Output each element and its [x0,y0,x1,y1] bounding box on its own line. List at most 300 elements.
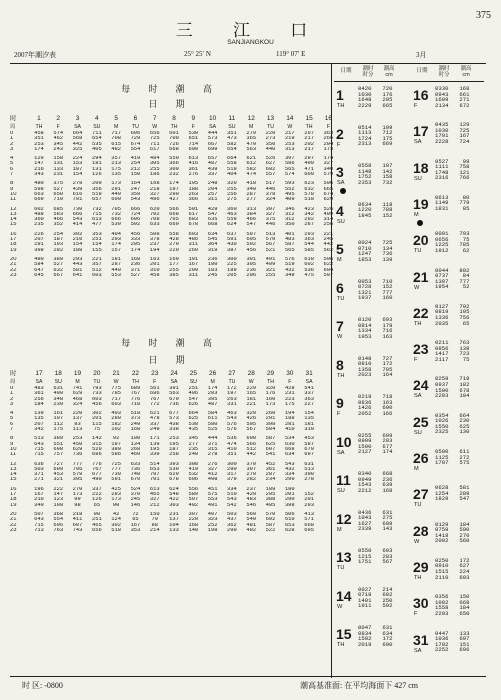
tide-height-cell: 409 [284,197,295,203]
tide-height-cell: 456 [130,231,141,237]
tide-height-cell: 126 [91,497,102,503]
tide-height-cell: 181 [111,256,121,262]
tide-height-cell: 175 [111,166,121,172]
tide-height-cell: 554 [130,146,141,152]
hour-label: 5 [10,161,14,167]
tide-height-cell: 168 [149,181,160,187]
tide-height-cell: 263 [227,396,237,402]
tide-height-cell: 602 [265,166,276,172]
tide-height: 224 [459,568,470,576]
tide-height-cell: 613 [149,486,160,492]
tide-height-cell: 589 [188,492,199,498]
day-header: 26 [209,370,217,377]
tide-height: 567 [382,558,393,566]
extreme-entries [435,195,469,212]
tide-height-cell: 571 [304,517,314,523]
tide-height-cell: 465 [91,522,102,528]
tide-height-cell: 220 [265,131,276,136]
tide-height-cell: 234 [265,477,276,483]
tide-time: 1307 [435,277,449,285]
tide-height-cell: 422 [169,497,179,503]
tide-height-cell: 176 [265,391,276,397]
tide-time: 1550 [435,422,449,430]
tide-height-cell: 502 [246,242,257,248]
tide-height: 104 [459,392,470,400]
extreme-entries [358,279,392,301]
day-number: 12 [336,510,352,527]
hour-label: 6 [10,421,14,427]
tide-height-cell: 576 [227,427,237,433]
tide-height-cell: 406 [188,391,199,397]
tide-height-cell: 487 [207,401,218,407]
tide-height-cell: 526 [323,206,334,212]
tide-height-cell: 490 [304,161,314,167]
tide-height-cell: 670 [130,477,141,483]
tide-height-cell: 471 [304,166,314,172]
tide-height-cell: 597 [246,231,257,237]
tide-height-cell: 172 [227,386,237,391]
tide-height-cell: 196 [34,486,44,492]
tide-height-cell: 666 [72,211,83,217]
hour-label: 13 [10,211,17,217]
tide-height-cell: 628 [284,527,295,533]
tide-height-cell: 113 [72,427,83,433]
extreme-row [435,460,469,466]
tide-height-cell: 320 [227,181,237,187]
tide-height-cell: 664 [188,411,199,417]
tide-time: 0500 [435,448,449,455]
tide-height-cell: 609 [53,466,64,472]
extreme-entries [358,433,392,455]
tide-height: 172 [459,556,470,564]
station-title: 三 江 口 [175,21,326,40]
tide-height-cell: 198 [53,502,64,508]
hour-row [10,477,319,482]
tide-time: 1215 [358,552,372,560]
tide-height-cell: 180 [284,486,295,492]
tide-height-cell: 222 [53,486,64,492]
tide-time: 0447 [435,629,449,637]
tide-height-cell: 547 [246,222,257,228]
weekday: W [337,334,343,340]
tide-height-cell: 542 [227,502,237,508]
extreme-entries [358,625,392,647]
weekday: TU [337,565,345,571]
tide-height-cell: 715 [34,452,44,458]
tide-height-cell: 429 [207,206,218,212]
tide-time: 0909 [358,437,372,445]
tide-height-cell: 656 [91,527,102,533]
tide-height-cell: 579 [323,172,334,178]
tide-time: 1417 [435,350,449,358]
tide-height: 109 [382,123,393,131]
day-number: 17 [413,123,429,140]
tide-height-cell: 126 [91,172,102,178]
tide-height-cell: 232 [169,172,179,178]
day-header: 24 [170,370,178,377]
tide-height-cell: 466 [53,217,64,223]
tide-time: 0656 [435,235,449,243]
hour-row [10,503,319,508]
tide-height-cell: 602 [34,206,44,212]
tide-height-cell: 634 [207,231,218,237]
tide-height-cell: 636 [34,461,44,467]
tide-height-cell: 112 [53,421,64,427]
tide-height-cell: 173 [323,146,334,152]
tide-height-cell: 297 [304,156,314,162]
tide-height-cell: 173 [111,181,121,187]
tide-height-cell: 627 [265,161,276,167]
tide-height: 163 [382,398,393,406]
tide-height-cell: 360 [227,206,237,212]
extreme-entries [435,413,469,435]
tide-time: 1254 [435,489,449,497]
tide-height-cell: 498 [207,477,218,483]
tide-time: 1558 [435,604,449,612]
tide-height-cell: 270 [169,242,179,248]
tide-height-cell: 525 [207,427,218,433]
tide-height-cell: 378 [265,191,276,197]
tide-height-cell: 312 [284,211,295,217]
tide-height-cell: 307 [188,511,199,517]
tide-height-cell: 458 [34,131,44,136]
tide-height-cell: 706 [72,466,83,472]
tide-height-cell: 321 [265,267,276,273]
day-header: 23 [151,370,159,377]
tide-height-cell: 157 [111,247,121,253]
tide-height-cell: 565 [284,166,295,172]
tide-height-cell: 501 [188,206,199,212]
extreme-row [358,603,392,609]
tide-height-cell: 384 [246,211,257,217]
tide-height-cell: 582 [227,141,237,147]
tide-height-cell: 695 [304,527,314,533]
tide-height-cell: 741 [72,386,83,391]
tide-height-cell: 98 [93,511,101,517]
tide-height: 669 [382,140,393,148]
hour-label: 1 [10,136,14,142]
tide-height-cell: 100 [130,436,141,442]
tide-height-cell: 267 [304,131,314,136]
weekday: F [414,357,418,364]
tide-height-cell: 573 [207,136,218,142]
tide-height-cell: 583 [53,211,64,217]
day-number: 11 [336,472,351,488]
tide-height-cell: 75 [93,427,101,433]
tide-height-cell: 643 [34,441,44,447]
tide-height-cell: 107 [72,166,83,172]
tide-height-cell: 220 [188,517,199,523]
tide-height-cell: 618 [304,256,314,262]
tide-height-cell: 413 [304,511,314,517]
tide-height-cell: 42 [112,511,120,517]
tide-time: 0420 [358,85,372,92]
tide-height-cell: 181 [304,421,314,427]
day-header: 2 [56,115,61,122]
tide-height-cell: 505 [246,421,257,427]
tide-time: 0024 [358,239,372,246]
tide-height: 723 [459,350,470,358]
tide-height-cell: 696 [53,522,64,528]
tide-height: 99 [462,157,470,165]
tide-height-cell: 566 [169,206,179,212]
tide-height-cell: 331 [227,401,237,407]
tide-height-cell: 253 [34,141,44,147]
tide-time: 1707 [435,459,449,467]
day-number: 18 [413,159,429,176]
tide-height: 167 [459,132,470,140]
tide-height: 724 [459,138,470,146]
tide-height-cell: 504 [265,427,276,433]
tide-height-cell: 389 [53,256,64,262]
tide-height-cell: 602 [265,517,276,523]
extreme-entries [358,125,392,147]
tide-height-cell: 586 [111,452,121,458]
tide-time: 0044 [435,266,449,274]
weekday-header: F [191,124,195,130]
tide-height: 718 [382,393,393,400]
tide-height-cell: 570 [265,237,276,243]
header-line [14,50,488,60]
tide-height-cell: 442 [72,141,83,147]
hour-label: 23 [10,272,17,278]
tide-height-cell: 327 [265,211,276,217]
tide-height-cell: 545 [207,237,218,243]
tide-height-cell: 727 [53,461,64,467]
weekday-header: SA [170,379,178,385]
tide-height: 182 [459,380,470,388]
weekday-header: SA [305,379,313,385]
tide-height-cell: 154 [72,172,83,178]
tide-height-cell: 363 [304,396,314,402]
weekday: W [337,603,343,610]
tide-height-cell: 444 [207,436,218,442]
tide-height-cell: 519 [284,262,295,268]
tide-height-cell: 450 [72,441,83,447]
tide-height-cell: 375 [53,181,64,187]
weekday: M [414,466,419,472]
tide-height-cell: 90 [112,502,120,508]
tide-height-cell: 517 [265,181,276,187]
tide-height: 766 [459,174,470,182]
tide-height-cell: 701 [72,197,83,203]
tide-time: 1426 [358,404,372,412]
hour-label: 10 [10,446,17,452]
tide-height-cell: 547 [207,211,218,217]
tide-height-cell: 427 [169,197,179,203]
week-label: 周 [10,124,16,130]
tide-height: 625 [459,422,470,430]
tide-height-cell: 409 [265,262,276,268]
tide-height: 634 [382,629,393,637]
weekday-header: M [113,124,119,130]
tide-height-cell: 397 [284,156,295,162]
tide-height-cell: 785 [111,391,121,397]
tide-height-cell: 678 [188,222,199,228]
tide-height: 289 [459,489,470,497]
hour-label: 4 [10,156,14,162]
tide-height-cell: 446 [265,222,276,228]
day-number: 15 [336,626,352,642]
tide-height-cell: 173 [111,497,121,503]
tide-height-cell: 147 [34,161,44,167]
tide-height: 732 [382,178,393,186]
tide-time: 0558 [358,162,372,169]
bottom-rule [10,676,486,677]
tide-height-cell: 536 [227,436,237,442]
tide-height-cell: 686 [149,391,160,397]
day-number: 20 [413,232,429,249]
tide-height-cell: 362 [227,522,237,528]
day-number: 30 [413,595,429,612]
datum-note: 潮高基准面: 在平均海面下 427 cm [300,681,418,690]
hour-label: 19 [10,247,17,253]
weekday-header: M [210,379,215,385]
tide-height: 788 [382,206,393,214]
tide-height: 590 [459,526,470,534]
tide-height-cell: 513 [304,466,314,472]
weekday-header: F [288,379,292,385]
tide-height-cell: 598 [34,186,44,192]
tide-height-cell: 184 [34,401,44,407]
tide-height-cell: 323 [207,517,218,523]
tide-height-cell: 513 [34,436,44,442]
tide-height: 184 [459,520,470,528]
tide-height: 129 [459,121,470,129]
tide-height-cell: 137 [72,416,83,422]
tide-height-cell: 357 [91,262,102,268]
tide-height: 710 [382,277,393,285]
tide-time: 1148 [358,167,372,175]
weekday: TH [414,574,422,581]
tide-height-cell: 705 [169,217,179,223]
tide-height-cell: 702 [149,211,160,217]
tide-height-cell: 524 [130,486,141,492]
tide-height-cell: 420 [246,492,257,498]
tide-height-cell: 677 [91,472,102,478]
tide-height-cell: 294 [91,156,102,162]
tide-height-cell: 518 [304,197,314,203]
tide-height-cell: 701 [149,477,160,483]
tide-height-cell: 351 [34,136,44,142]
tide-height-cell: 453 [53,472,64,478]
tide-time: 2117 [435,355,449,363]
tide-height-cell: 546 [246,502,257,508]
tide-height-cell: 319 [207,247,218,253]
tide-height-cell: 263 [188,191,199,197]
tide-height-cell: 255 [169,267,179,273]
tide-height-cell: 302 [72,231,83,237]
tide-height-cell: 257 [207,191,218,197]
hour-label: 9 [10,186,14,192]
tide-height-cell: 345 [188,436,199,442]
tide-height-cell: 623 [304,181,314,187]
day-header: 18 [54,370,62,377]
weekday-header: F [153,379,157,385]
tide-height-cell: 483 [284,237,295,243]
tide-height-cell: 565 [284,247,295,253]
tide-height-cell: 707 [149,472,160,478]
day-number: 23 [413,341,429,358]
tide-height-cell: 356 [91,186,102,192]
tide-height-cell: 465 [149,492,160,498]
tide-height-cell: 632 [304,186,314,192]
extreme-row [358,488,392,494]
day-number: 25 [413,413,429,430]
tide-height: 168 [459,85,470,92]
tide-height-cell: 291 [265,416,276,422]
tide-height-cell: 237 [246,486,257,492]
tide-height-cell: 217 [304,146,314,152]
tide-time: 0949 [358,475,372,483]
weekday-header: TH [267,379,274,385]
weekday: TH [414,320,422,327]
tide-height-cell: 197 [169,186,179,192]
hour-row [10,197,338,202]
tide-height-cell: 629 [72,446,83,452]
extreme-entries [358,202,392,219]
tide-height-cell: 607 [265,446,276,452]
tide-height-cell: 287 [265,472,276,478]
tide-height-cell: 115 [91,421,102,427]
tide-height-cell: 443 [72,262,83,268]
tide-height: 75 [462,235,470,243]
tide-height-cell: 212 [149,502,160,508]
tide-time: 0759 [435,526,449,534]
tide-height-cell: 385 [169,272,179,278]
hour-label: 7 [10,172,14,178]
tide-height-cell: 92 [112,436,120,442]
hour-label: 8 [10,436,14,442]
time-zone: 时 区: -0800 [22,681,63,690]
tide-height-cell: 587 [265,522,276,528]
day-header: 17 [35,370,43,377]
tide-height-cell: 630 [284,441,295,447]
tide-height-cell: 582 [246,166,257,172]
right-header-date-2: 日期 [416,68,428,74]
tide-height: 725 [459,126,470,134]
tide-height-cell: 283 [111,492,121,498]
tide-height-cell: 158 [53,156,64,162]
tide-height-cell: 245 [130,497,141,503]
tide-height-cell: 678 [169,477,179,483]
tide-height-cell: 605 [246,237,257,243]
tide-height-cell: 402 [188,502,199,508]
tide-height: 283 [382,552,393,560]
tide-height-cell: 361 [34,391,44,397]
tide-height-cell: 506 [284,511,295,517]
tide-height-cell: 236 [207,256,218,262]
tide-height-cell: 600 [111,197,121,203]
extreme-row [358,642,392,648]
tide-height-cell: 207 [34,421,44,427]
tide-height-cell: 654 [91,136,102,142]
tide-time: 0259 [435,375,449,383]
tide-height-cell: 715 [91,211,102,217]
extreme-entries [435,449,469,466]
tide-height-cell: 503 [34,466,44,472]
tide-height-cell: 287 [304,222,314,228]
tide-time: 2339 [358,525,372,533]
tide-height-cell: 187 [53,237,64,243]
day-number: 27 [413,486,429,503]
tide-height-cell: 586 [284,161,295,167]
tide-height-cell: 181 [246,396,257,402]
tide-height-cell: 102 [111,427,121,433]
tide-height-cell: 729 [130,136,141,142]
extreme-row [358,213,392,219]
tide-height-cell: 603 [111,401,121,407]
